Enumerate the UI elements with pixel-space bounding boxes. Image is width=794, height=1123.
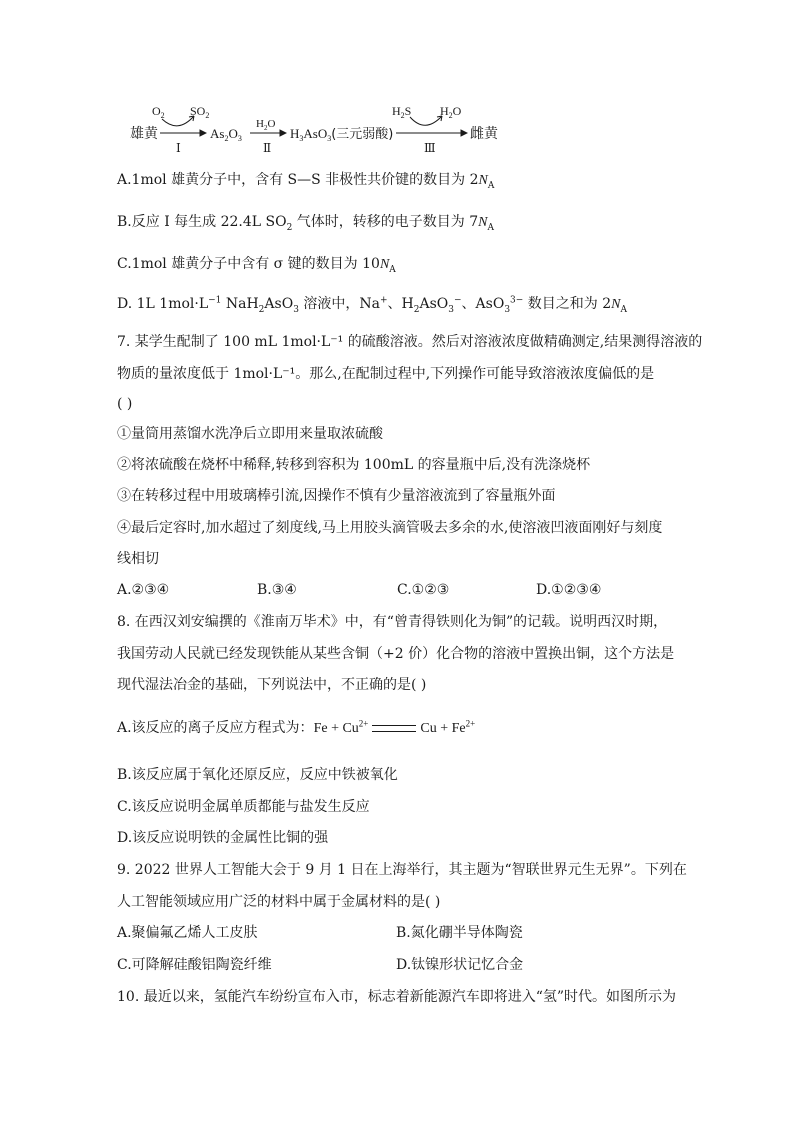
q8-stem-line1: 8. 在西汉刘安编撰的《淮南万毕术》中，有“曾青得铁则化为铜”的记载。说明西汉时期， [117,614,668,630]
q9-option-c: C.可降解硅酸铝陶瓷纤维 [117,957,272,973]
step3-h2s: $H_2S$ [392,104,412,120]
q9-option-a: A.聚偏氟乙烯人工皮肤 [117,925,258,941]
q9-option-b: B.氮化硼半导体陶瓷 [396,925,523,941]
scheme-start: 雄黄 [130,126,158,142]
q7-item-2: ②将浓硫酸在烧杯中稀释,转移到容积为 100mL 的容量瓶中后,没有洗涤烧杯 [117,457,591,473]
step2-label: Ⅱ [263,141,272,155]
q7-answer-bracket: ( ) [117,396,133,412]
q6-option-d: D. 1L $1mol\cdot L^{-1}$ NaH$_2$AsO$_3$ 溶液中，Na+、$H_2AsO_3^-$、AsO$_3^{3-}$ 数目之和为 $2N_A$ [117,295,627,315]
q6-option-c: C.1mol 雄黄分子中含有 σ 键的数目为 $10N_A$ [117,256,396,275]
q9-stem-line2: 人工智能领域应用广泛的材料中属于金属材料的是( ) [117,894,441,910]
q7-item-1: ①量筒用蒸馏水洗净后立即用来量取浓硫酸 [117,426,383,442]
q8-option-b: B.该反应属于氧化还原反应，反应中铁被氧化 [117,767,398,783]
scheme-h3aso3: $H_3AsO_3$(三元弱酸) [290,126,394,143]
q7-option-a: A.②③④ [117,582,170,598]
q8-option-c: C.该反应说明金属单质都能与盐发生反应 [117,799,370,815]
q8-option-d: D.该反应说明铁的金属性比铜的强 [117,830,329,846]
q10-stem-line1: 10. 最近以来，氢能汽车纷纷宣布入市，标志着新能源汽车即将进入“氢”时代。如图所示为 [117,989,677,1005]
step1-so2: $SO_2$ [190,104,210,120]
step3-h2o: $H_2O$ [440,104,462,120]
q7-item-4a: ④最后定容时,加水超过了刻度线,马上用胶头滴管吸去多余的水,使溶液凹液面刚好与刻度 [117,520,663,536]
scheme-as2o3: $As_2O_3$ [210,126,242,143]
q9-option-d: D.钛镍形状记忆合金 [396,957,524,973]
q7-item-4b: 线相切 [117,551,159,567]
q8-stem-line3: 现代湿法冶金的基础，下列说法中，不正确的是( ) [117,677,427,693]
q7-option-c: C.①②③ [397,582,450,598]
q6-option-b: B.反应 Ⅰ 每生成 22.4L $SO_2$ 气体时，转移的电子数目为 $7N_A$ [117,214,494,233]
q7-stem-line2: 物质的量浓度低于 1mol·L⁻¹。那么,在配制过程中,下列操作可能导致溶液浓度偏低的是 [117,366,655,382]
step1-label: Ⅰ [176,141,181,155]
q8-stem-line2: 我国劳动人民就已经发现铁能从某些含铜（+2 价）化合物的溶液中置换出铜，这个方法是 [117,646,675,662]
q8-option-a: A.该反应的离子反应方程式为：$Fe + Cu^{2+}$ $Cu + Fe^{2+}$ [117,718,476,736]
q7-item-3: ③在转移过程中用玻璃棒引流,因操作不慎有少量溶液流到了容量瓶外面 [117,488,556,504]
q7-option-d: D.①②③④ [536,582,602,598]
q7-stem-line1: 7. 某学生配制了 100 mL 1mol·L⁻¹ 的硫酸溶液。然后对溶液浓度做精确测定,结果测得溶液的 [117,334,703,350]
step2-h2o: $H_2O$ [256,118,276,132]
q7-option-b: B.③④ [257,582,297,598]
q6-option-a: A.1mol 雄黄分子中，含有 S—S 非极性共价键的数目为 $2N_A$ [117,172,495,191]
step3-label: Ⅲ [424,141,436,155]
step1-o2: $O_2$ [152,104,165,120]
equals-sign [372,725,416,732]
q9-stem-line1: 9. 2022 世界人工智能大会于 9 月 1 日在上海举行，其主题为“智联世界元生无界”。下列在 [117,862,687,878]
scheme-end: 雌黄 [470,126,498,142]
